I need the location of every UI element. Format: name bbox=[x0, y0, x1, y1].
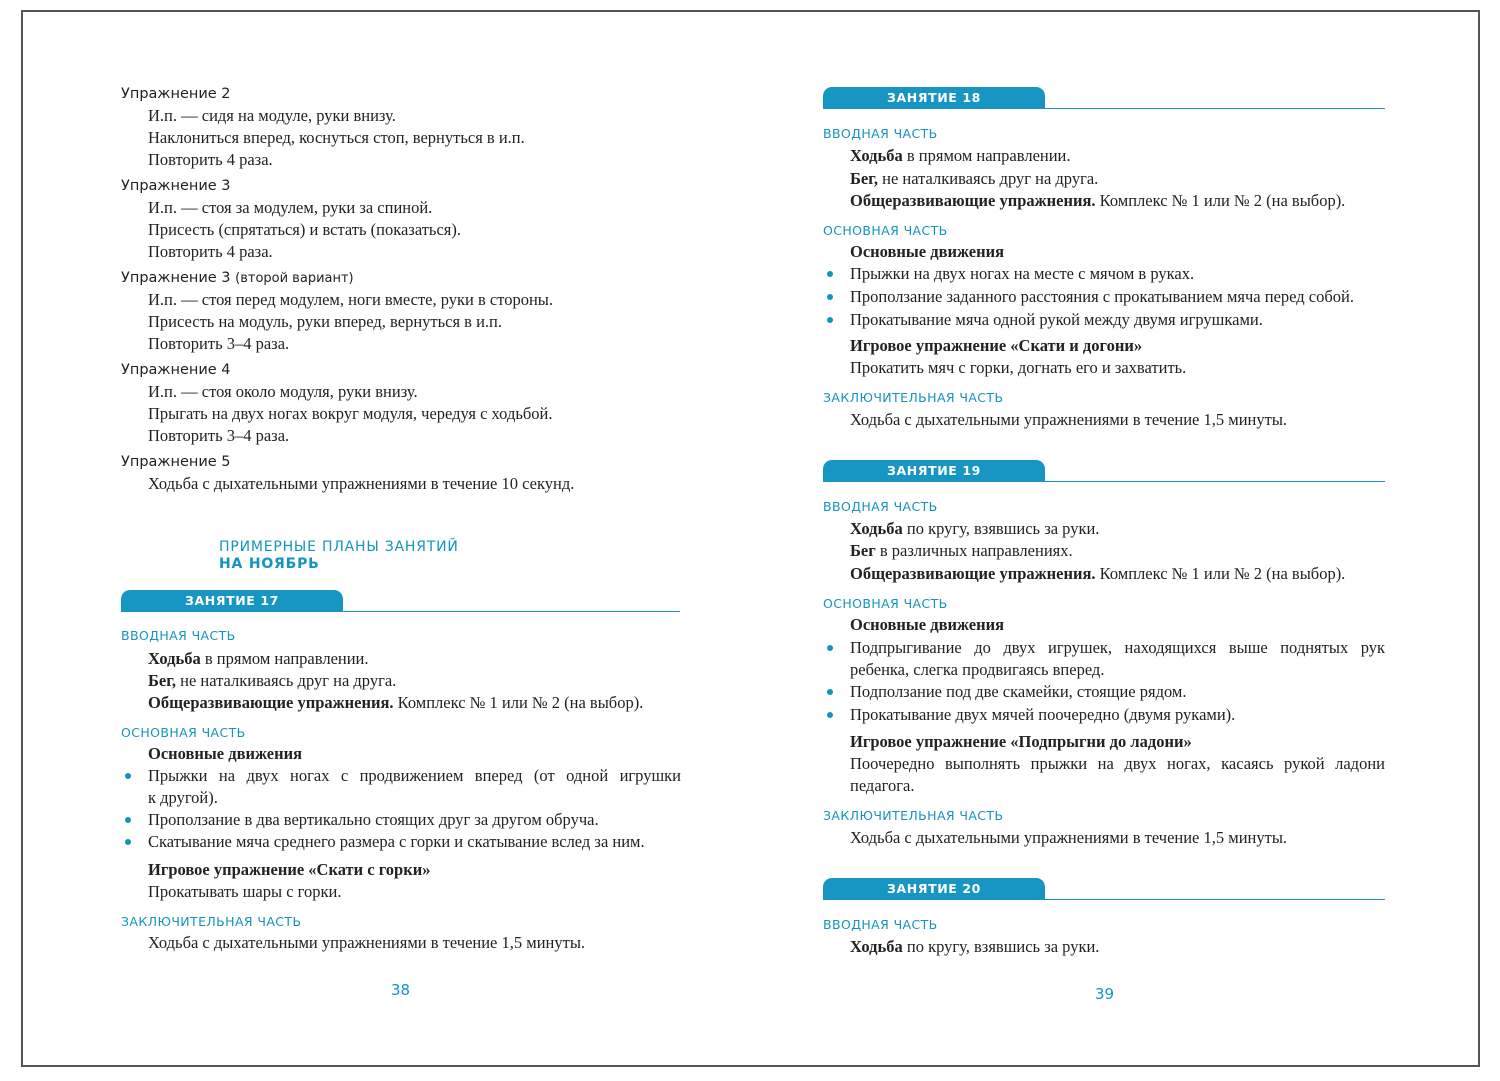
bullet-icon bbox=[827, 712, 833, 718]
bullet-icon bbox=[827, 645, 833, 651]
lesson-19-run-text: в различных направлениях. bbox=[875, 541, 1073, 560]
exercise-3-line: Присесть (спрятаться) и встать (показаться). bbox=[148, 220, 461, 239]
exercise-3b-line: Повторить 3–4 раза. bbox=[148, 334, 290, 353]
exercise-3b-title-sub: (второй вариант) bbox=[235, 271, 354, 286]
lesson-19-general-bold: Общеразвивающие упражнения. bbox=[850, 564, 1096, 583]
lesson-19-main-heading: ОСНОВНАЯ ЧАСТЬ bbox=[823, 596, 948, 611]
exercise-3-title: Упражнение 3 bbox=[121, 178, 231, 194]
lesson-20-walk-bold: Ходьба bbox=[850, 937, 903, 956]
lesson-20-tab-label: ЗАНЯТИЕ 20 bbox=[887, 881, 981, 896]
exercise-2-line: Наклониться вперед, коснуться стоп, вернуться в и.п. bbox=[148, 128, 525, 147]
lesson-17-tab-label: ЗАНЯТИЕ 17 bbox=[185, 593, 279, 608]
lesson-17-bullet-1-cont: к другой). bbox=[148, 788, 218, 807]
lesson-18-run-text: не наталкиваясь друг на друга. bbox=[878, 169, 1099, 188]
lesson-18-general-bold: Общеразвивающие упражнения. bbox=[850, 191, 1096, 210]
lesson-19-bullet-3: Прокатывание двух мячей поочередно (двумя руками). bbox=[850, 705, 1236, 724]
lesson-17-tab bbox=[121, 590, 343, 612]
lesson-17-intro-heading: ВВОДНАЯ ЧАСТЬ bbox=[121, 628, 236, 643]
lesson-19-bullet-1-cont: ребенка, слегка продвигаясь вперед. bbox=[850, 660, 1105, 679]
exercise-5-line: Ходьба с дыхательными упражнениями в течение 10 секунд. bbox=[148, 474, 575, 493]
lesson-19-walk-bold: Ходьба bbox=[850, 519, 903, 538]
lesson-18-game-text: Прокатить мяч с горки, догнать его и захватить. bbox=[850, 358, 1187, 377]
lesson-19-rule bbox=[823, 481, 1385, 482]
lesson-17-bullet-1: Прыжки на двух ногах с продвижением вперед (от одной игрушки bbox=[148, 766, 681, 785]
lesson-17-walk-bold: Ходьба bbox=[148, 649, 201, 668]
lesson-19-bullet-2: Подползание под две скамейки, стоящие рядом. bbox=[850, 682, 1187, 701]
exercise-3b-line: Присесть на модуль, руки вперед, вернуться в и.п. bbox=[148, 312, 503, 331]
lesson-18-run bbox=[850, 169, 1098, 189]
exercise-3b-title-main: Упражнение 3 bbox=[121, 270, 231, 286]
lesson-17-main-heading: ОСНОВНАЯ ЧАСТЬ bbox=[121, 725, 246, 740]
lesson-19-moves-heading: Основные движения bbox=[850, 615, 1005, 634]
lesson-17-walk-text: в прямом направлении. bbox=[200, 649, 369, 668]
lesson-18-bullet-1: Прыжки на двух ногах на месте с мячом в руках. bbox=[850, 264, 1195, 283]
lesson-18-bullet-2: Проползание заданного расстояния с прокатыванием мяча перед собой. bbox=[850, 287, 1354, 306]
lesson-19-walk bbox=[850, 519, 1099, 539]
lesson-20-rule bbox=[823, 899, 1385, 900]
lesson-18-tab bbox=[823, 87, 1045, 109]
bullet-icon bbox=[125, 817, 131, 823]
lesson-17-final-heading: ЗАКЛЮЧИТЕЛЬНАЯ ЧАСТЬ bbox=[121, 914, 302, 929]
lesson-17-general-text: Комплекс № 1 или № 2 (на выбор). bbox=[393, 693, 644, 712]
lesson-18-moves-heading: Основные движения bbox=[850, 242, 1005, 261]
exercise-3b-line: И.п. — стоя перед модулем, ноги вместе, руки в стороны. bbox=[148, 290, 553, 309]
exercise-5-title: Упражнение 5 bbox=[121, 454, 231, 470]
lesson-18-walk bbox=[850, 146, 1071, 166]
bullet-icon bbox=[827, 317, 833, 323]
lesson-19-walk-text: по кругу, взявшись за руки. bbox=[902, 519, 1100, 538]
lesson-17-bullet-2: Проползание в два вертикально стоящих друг за другом обруча. bbox=[148, 810, 599, 829]
plans-heading: ПРИМЕРНЫЕ ПЛАНЫ ЗАНЯТИЙ bbox=[219, 539, 459, 555]
exercise-4-line: Повторить 3–4 раза. bbox=[148, 426, 290, 445]
lesson-18-final-text: Ходьба с дыхательными упражнениями в течение 1,5 минуты. bbox=[850, 410, 1288, 429]
lesson-18-rule bbox=[823, 108, 1385, 109]
lesson-20-tab bbox=[823, 878, 1045, 900]
lesson-19-intro-heading: ВВОДНАЯ ЧАСТЬ bbox=[823, 499, 938, 514]
bullet-icon bbox=[827, 689, 833, 695]
lesson-18-general-text: Комплекс № 1 или № 2 (на выбор). bbox=[1095, 191, 1346, 210]
exercise-4-title: Упражнение 4 bbox=[121, 362, 231, 378]
lesson-17-rule bbox=[121, 611, 680, 612]
lesson-17-run-bold: Бег, bbox=[148, 671, 176, 690]
lesson-18-run-bold: Бег, bbox=[850, 169, 878, 188]
lesson-18-final-heading: ЗАКЛЮЧИТЕЛЬНАЯ ЧАСТЬ bbox=[823, 390, 1004, 405]
exercise-2-line: И.п. — сидя на модуле, руки внизу. bbox=[148, 106, 396, 125]
lesson-19-general bbox=[850, 564, 1345, 584]
exercise-2-line: Повторить 4 раза. bbox=[148, 150, 273, 169]
lesson-20-intro-heading: ВВОДНАЯ ЧАСТЬ bbox=[823, 917, 938, 932]
lesson-19-game-text: Поочередно выполнять прыжки на двух ногах, касаясь рукой ладони bbox=[850, 754, 1385, 773]
lesson-17-moves-heading: Основные движения bbox=[148, 744, 303, 763]
lesson-17-general-bold: Общеразвивающие упражнения. bbox=[148, 693, 394, 712]
lesson-18-general bbox=[850, 191, 1345, 211]
lesson-18-bullet-3: Прокатывание мяча одной рукой между двумя игрушками. bbox=[850, 310, 1263, 329]
lesson-18-tab-label: ЗАНЯТИЕ 18 bbox=[887, 90, 981, 105]
exercise-3-line: И.п. — стоя за модулем, руки за спиной. bbox=[148, 198, 433, 217]
bullet-icon bbox=[827, 271, 833, 277]
lesson-19-general-text: Комплекс № 1 или № 2 (на выбор). bbox=[1095, 564, 1346, 583]
lesson-17-bullet-3: Скатывание мяча среднего размера с горки и скатывание вслед за ним. bbox=[148, 832, 645, 851]
lesson-18-intro-heading: ВВОДНАЯ ЧАСТЬ bbox=[823, 126, 938, 141]
bullet-icon bbox=[125, 773, 131, 779]
lesson-19-game-text-cont: педагога. bbox=[850, 776, 915, 795]
page-number-right: 39 bbox=[1095, 985, 1115, 1003]
lesson-19-tab-label: ЗАНЯТИЕ 19 bbox=[887, 463, 981, 478]
page-number-left: 38 bbox=[391, 981, 411, 999]
lesson-17-run bbox=[148, 671, 396, 691]
lesson-18-walk-text: в прямом направлении. bbox=[902, 146, 1071, 165]
exercise-4-line: И.п. — стоя около модуля, руки внизу. bbox=[148, 382, 418, 401]
lesson-20-walk bbox=[850, 937, 1099, 957]
lesson-17-run-text: не наталкиваясь друг на друга. bbox=[176, 671, 397, 690]
exercise-3-line: Повторить 4 раза. bbox=[148, 242, 273, 261]
lesson-19-game-heading: Игровое упражнение «Подпрыгни до ладони» bbox=[850, 732, 1192, 751]
bullet-icon bbox=[827, 294, 833, 300]
lesson-19-run-bold: Бег bbox=[850, 541, 876, 560]
lesson-20-walk-text: по кругу, взявшись за руки. bbox=[902, 937, 1100, 956]
lesson-19-bullet-1: Подпрыгивание до двух игрушек, находящихся выше поднятых рук bbox=[850, 638, 1385, 657]
exercise-3b-title bbox=[121, 269, 354, 288]
lesson-19-final-heading: ЗАКЛЮЧИТЕЛЬНАЯ ЧАСТЬ bbox=[823, 808, 1004, 823]
lesson-18-game-heading: Игровое упражнение «Скати и догони» bbox=[850, 336, 1143, 355]
lesson-19-tab bbox=[823, 460, 1045, 482]
lesson-17-final-text: Ходьба с дыхательными упражнениями в течение 1,5 минуты. bbox=[148, 933, 586, 952]
plans-heading-month: НА НОЯБРЬ bbox=[219, 556, 320, 572]
exercise-2-title: Упражнение 2 bbox=[121, 86, 231, 102]
lesson-18-main-heading: ОСНОВНАЯ ЧАСТЬ bbox=[823, 223, 948, 238]
lesson-17-game-text: Прокатывать шары с горки. bbox=[148, 882, 342, 901]
bullet-icon bbox=[125, 839, 131, 845]
lesson-17-general bbox=[148, 693, 643, 713]
exercise-4-line: Прыгать на двух ногах вокруг модуля, чередуя с ходьбой. bbox=[148, 404, 553, 423]
lesson-18-walk-bold: Ходьба bbox=[850, 146, 903, 165]
lesson-19-run bbox=[850, 541, 1073, 561]
lesson-19-final-text: Ходьба с дыхательными упражнениями в течение 1,5 минуты. bbox=[850, 828, 1288, 847]
lesson-17-walk bbox=[148, 649, 369, 669]
lesson-17-game-heading: Игровое упражнение «Скати с горки» bbox=[148, 860, 431, 879]
